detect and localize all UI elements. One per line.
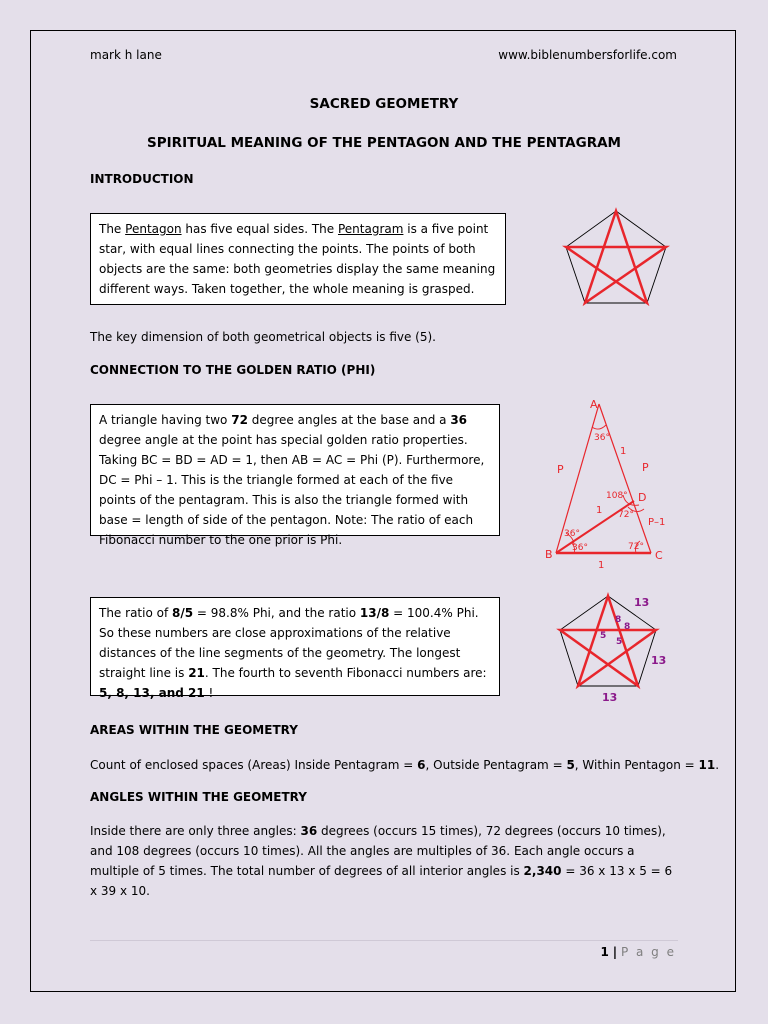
angle-72-d: 72° xyxy=(618,510,634,520)
page-word: P a g e xyxy=(620,945,676,959)
angles-heading: ANGLES WITHIN THE GEOMETRY xyxy=(90,790,307,804)
label-b: B xyxy=(545,548,553,561)
document-title: SACRED GEOMETRY xyxy=(309,96,459,112)
fib-text: = 98.8% Phi, and the ratio xyxy=(193,606,360,620)
areas-text-part: . xyxy=(715,758,720,772)
footer-separator: | xyxy=(612,945,618,959)
triangle-description-box xyxy=(90,404,500,547)
fib-5-b: 5 xyxy=(616,637,623,647)
fib-13-bottom: 13 xyxy=(602,691,618,704)
footer-divider xyxy=(90,940,678,941)
bold-36-angles: 36 xyxy=(300,824,318,838)
label-p-minus-1: P–1 xyxy=(648,517,666,528)
label-one-ad: 1 xyxy=(620,446,627,457)
side-bd xyxy=(556,501,634,553)
label-c: C xyxy=(655,549,663,562)
label-p-right: P xyxy=(642,461,649,474)
fibonacci-pentagram-figure xyxy=(550,588,680,708)
areas-text-part: , Outside Pentagram = xyxy=(425,758,567,772)
bold-11: 11 xyxy=(698,758,716,772)
triangle-text: degree angle at the point has special golden ratio properties. Taking BC = BD = AD = 1, then AB = AC = Phi (P). Furthermore, DC = Phi – 1. This is the triangle formed at each of the five points of the pentagram. This is also the triangle formed with base = length of side of the pentagon. Note: The ratio of each Fibonacci number to the one prior is Phi. xyxy=(99,433,485,547)
bold-5: 5 xyxy=(566,758,575,772)
header-website: www.biblenumbersforlife.com xyxy=(498,48,677,62)
page-footer xyxy=(601,945,676,959)
angles-text-part: = 36 x 13 x 5 = 6 x 39 x 10. xyxy=(90,864,673,898)
label-one-bc: 1 xyxy=(598,560,605,571)
fib-13-top: 13 xyxy=(634,596,650,609)
bold-6: 6 xyxy=(417,758,426,772)
page-number: 1 xyxy=(600,945,609,959)
intro-text: is a five point star, with equal lines connecting the points. The points of both objects are the same: both geometries display the same meaning different ways. Taken together, the whole meaning is grasped. xyxy=(99,222,496,296)
fib-text: ! xyxy=(204,686,214,700)
fib-8-b: 8 xyxy=(624,622,631,632)
angle-arc-a xyxy=(592,425,606,429)
areas-text-part: Count of enclosed spaces (Areas) Inside Pentagram = xyxy=(90,758,418,772)
angle-36-b2: 36° xyxy=(572,543,588,553)
pentagon-word: Pentagon xyxy=(125,222,182,236)
fib-text: = 100.4% Phi. So these numbers are close approximations of the relative distances of the line segments of the geometry. The longest straight line is xyxy=(99,606,479,680)
angle-36-b1: 36° xyxy=(564,529,580,539)
fibonacci-box xyxy=(90,597,500,700)
bold-13-8: 13/8 xyxy=(359,606,390,620)
angles-text xyxy=(90,821,680,901)
document-subtitle: SPIRITUAL MEANING OF THE PENTAGON AND THE PENTAGRAM xyxy=(147,135,621,151)
header-author: mark h lane xyxy=(90,48,162,62)
key-dimension-text: The key dimension of both geometrical objects is five (5). xyxy=(90,330,436,344)
golden-triangle-figure xyxy=(540,395,680,575)
pentagram-figure xyxy=(560,205,672,307)
label-a: A xyxy=(590,398,598,411)
triangle-text: A triangle having two xyxy=(99,413,232,427)
intro-text: has five equal sides. The xyxy=(181,222,338,236)
golden-ratio-heading: CONNECTION TO THE GOLDEN RATIO (PHI) xyxy=(90,363,376,377)
angle-72-c: 72° xyxy=(628,542,644,552)
areas-text-part: , Within Pentagon = xyxy=(574,758,699,772)
intro-text: The xyxy=(99,222,126,236)
angles-text-part: Inside there are only three angles: xyxy=(90,824,301,838)
angle-108: 108° xyxy=(606,491,628,501)
fib-5-a: 5 xyxy=(600,631,607,641)
pentagram-word: Pentagram xyxy=(337,222,404,236)
angle-36-top: 36° xyxy=(594,433,610,443)
pentagram-star xyxy=(560,596,656,686)
bold-2340: 2,340 xyxy=(523,864,562,878)
fib-text: . The fourth to seventh Fibonacci numbers are: xyxy=(204,666,487,680)
fib-text: The ratio of xyxy=(99,606,172,620)
bold-fib-list: 5, 8, 13, and 21 xyxy=(99,686,205,700)
introduction-heading: INTRODUCTION xyxy=(90,172,194,186)
triangle-text: degree angles at the base and a xyxy=(247,413,451,427)
bold-72: 72 xyxy=(231,413,248,427)
areas-text xyxy=(90,755,719,775)
angles-text-part: degrees (occurs 15 times), 72 degrees (occurs 10 times), and 108 degrees (occurs 10 times). All the angles are multiples of 36. Each angle occurs a multiple of 5 times. The total number of degrees of all interior angles is xyxy=(90,824,666,878)
fib-13-right: 13 xyxy=(651,654,667,667)
introduction-box xyxy=(90,213,506,305)
bold-36: 36 xyxy=(450,413,468,427)
label-p-left: P xyxy=(557,463,564,476)
pentagram-star xyxy=(566,211,666,303)
bold-21: 21 xyxy=(188,666,205,680)
areas-heading: AREAS WITHIN THE GEOMETRY xyxy=(90,723,298,737)
side-ac xyxy=(599,404,651,553)
bold-8-5: 8/5 xyxy=(172,606,194,620)
label-d: D xyxy=(638,491,647,504)
fib-8-a: 8 xyxy=(615,615,622,625)
label-one-bd: 1 xyxy=(596,505,603,516)
